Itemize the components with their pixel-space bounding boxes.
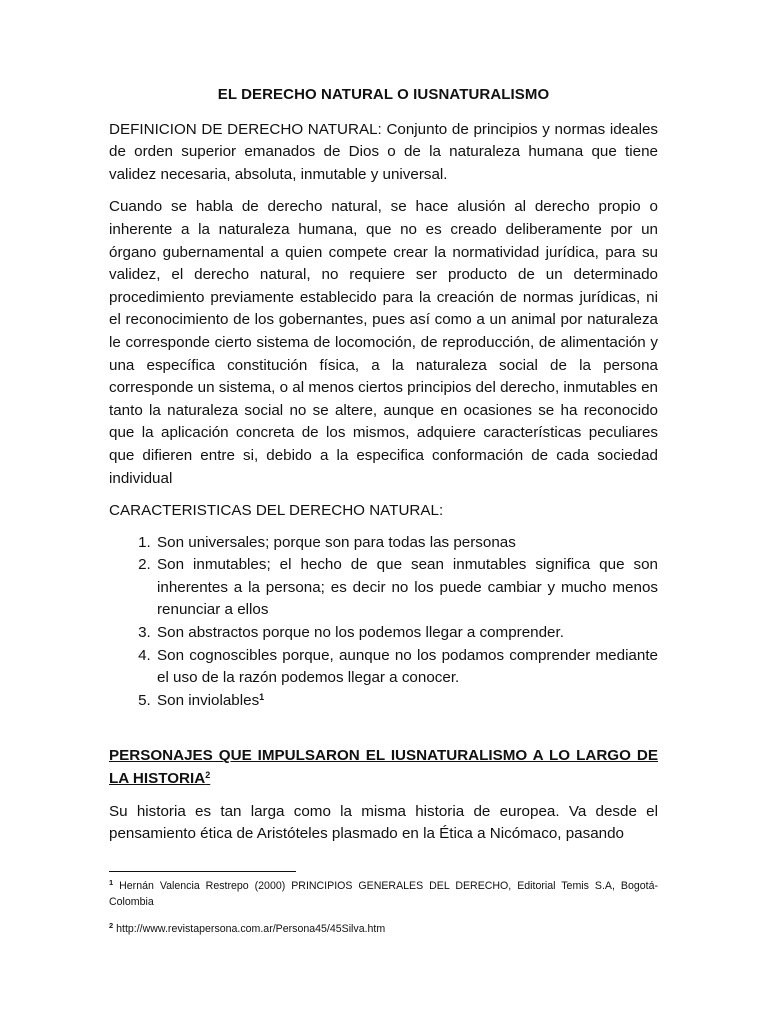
section-heading: PERSONAJES QUE IMPULSARON EL IUSNATURALISMO A LO LARGO DE LA HISTORIA$^2$	[109, 747, 658, 788]
definition-text: Conjunto de principios y normas ideales de orden superior emanados de Dios o de la naturaleza humana que tiene validez necesaria, absoluta, inmutable y universal.	[109, 120, 658, 183]
definition-label: DEFINICION DE DERECHO NATURAL:	[109, 120, 382, 138]
list-item: 3. Son abstractos porque no los podemos llegar a comprender.	[155, 622, 658, 645]
definition-paragraph	[109, 119, 658, 187]
footnote-marker: 2	[109, 921, 114, 930]
footnote-marker: 1	[109, 878, 114, 887]
characteristics-list	[109, 532, 658, 713]
characteristics-heading: CARACTERISTICAS DEL DERECHO NATURAL:	[109, 502, 444, 520]
document-body	[109, 84, 658, 856]
list-item: 1. Son universales; porque son para todas las personas	[155, 532, 658, 555]
paragraph-history: Su historia es tan larga como la misma historia de europea. Va desde el pensamiento ética de Aristóteles plasmado en la Ética a Nicómaco, pasando	[109, 802, 658, 843]
document-title: EL DERECHO NATURAL O IUSNATURALISMO	[217, 86, 550, 103]
list-item: 2. Son inmutables; el hecho de que sean inmutables significa que son inherentes a la persona; es decir no los puede cambiar y mucho menos renunciar a ellos	[155, 554, 658, 622]
list-item: 4. Son cognoscibles porque, aunque no los podamos comprender mediante el uso de la razón podemos llegar a conocer.	[155, 645, 658, 690]
footnote-separator	[109, 871, 296, 872]
paragraph-natural-law: Cuando se habla de derecho natural, se hace alusión al derecho propio o inherente a la naturaleza humana, que no es creado deliberamente por un órgano gubernamental a quien compete crear la normatividad jurídica, para su validez, el derecho natural, no requiere ser producto de un determinado procedimiento previamente establecido para la creación de normas jurídicas, ni el reconocimiento de los gobernantes, pues así como a un animal por naturaleza le corresponde cierto sistema de locomoción, de reproducción, de alimentación y una específica constitución física, a la naturaleza social de la persona corresponde un sistema, o al menos ciertos principios del derecho, inmutables en tanto la naturaleza social no se altere, aunque en ocasiones se ha reconocido que la aplicación concreta de los mismos, adquiere características peculiares que difieren entre si, debido a la especifica conformación de cada sociedad individual	[109, 198, 658, 487]
footnote-link[interactable]: http://www.revistapersona.com.ar/Persona45/45Silva.htm	[113, 923, 386, 935]
footnote-ref-2[interactable]: 2	[205, 770, 211, 781]
footnote-ref-1[interactable]: 1	[259, 691, 265, 702]
footnote-1	[109, 879, 658, 910]
footnote-text: Hernán Valencia Restrepo (2000) PRINCIPIOS GENERALES DEL DERECHO, Editorial Temis S.A, Bogotá-Colombia	[109, 880, 658, 908]
list-item: 5. Son inviolables$^1$	[155, 690, 658, 713]
footnote-2[interactable]	[109, 922, 658, 938]
